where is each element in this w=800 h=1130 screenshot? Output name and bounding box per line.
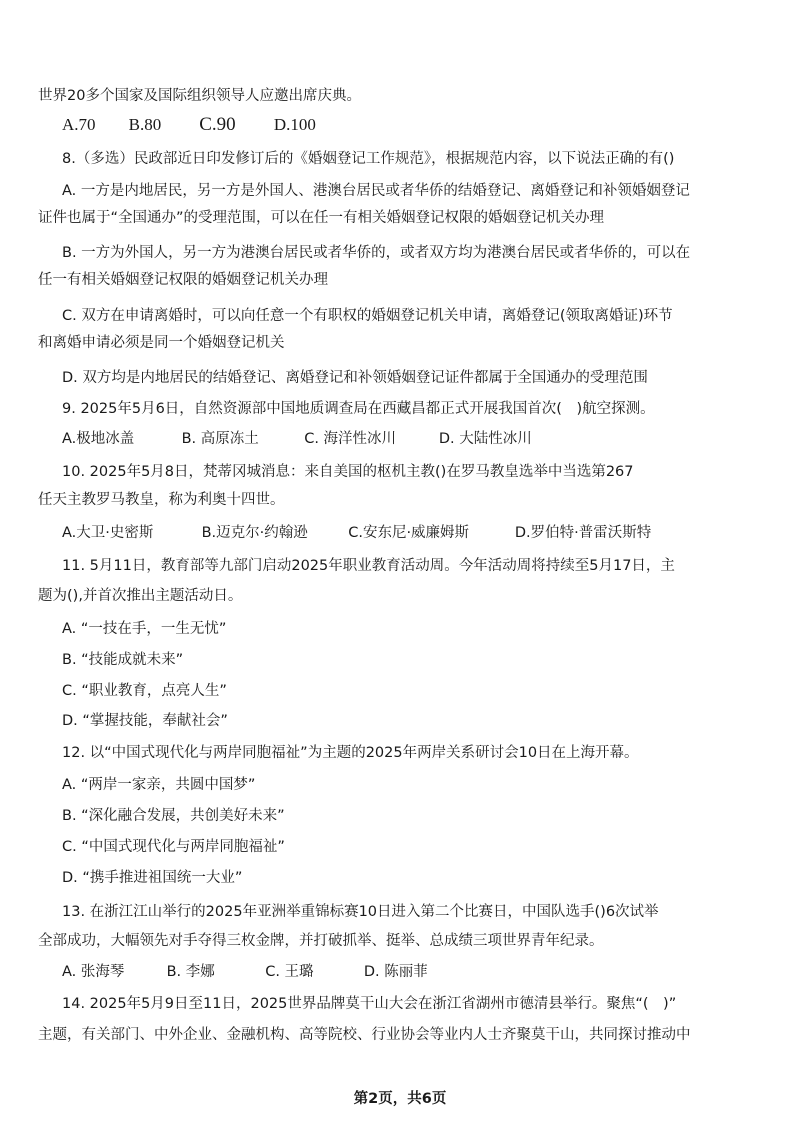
q8-stem: 8.（多选）民政部近日印发修订后的《婚姻登记工作规范》，根据规范内容，以下说法正确的有() xyxy=(62,151,675,167)
q14-stem-line2: 主题，有关部门、中外企业、金融机构、高等院校、行业协会等业内人士齐聚莫干山，共同探讨推动中 xyxy=(38,1027,691,1043)
q10-option-b: B.迈克尔·约翰逊 xyxy=(201,525,308,541)
q13-options xyxy=(62,962,770,982)
q9-stem: 9. 2025年5月6日，自然资源部中国地质调查局在西藏昌都正式开展我国首次( )航空探测。 xyxy=(62,401,655,417)
q9-option-a: A.极地冰盖 xyxy=(62,431,135,447)
q10-option-d: D.罗伯特·普雷沃斯特 xyxy=(514,525,652,541)
q12-stem: 12. 以“中国式现代化与两岸同胞福祉”为主题的2025年两岸关系研讨会10日在上海开幕。 xyxy=(62,745,639,761)
q11-option-a: A. “一技在手，一生无忧” xyxy=(62,621,227,637)
q13-option-d: D. 陈丽菲 xyxy=(363,964,428,980)
q11-option-b: B. “技能成就未来” xyxy=(62,652,184,668)
q12-option-d: D. “携手推进祖国统一大业” xyxy=(62,870,243,886)
q13-option-a: A. 张海琴 xyxy=(62,964,125,980)
q8-option-a-line2: 证件也属于“全国通办”的受理范围，可以在任一有相关婚姻登记权限的婚姻登记机关办理 xyxy=(38,210,605,226)
q8-option-c-line1: C. 双方在申请离婚时，可以向任意一个有职权的婚姻登记机关申请，离婚登记(领取离婚证)环节 xyxy=(62,308,673,324)
q13-option-b: B. 李娜 xyxy=(166,964,215,980)
q11-stem-line2: 题为(),并首次推出主题活动日。 xyxy=(38,588,243,604)
q7-option-d: D.100 xyxy=(273,115,316,134)
page-number-footer: 第2页，共6页 xyxy=(353,1091,447,1107)
q10-stem-line1: 10. 2025年5月8日，梵蒂冈城消息：来自美国的枢机主教()在罗马教皇选举中当选第267 xyxy=(62,464,634,480)
q11-option-c: C. “职业教育，点亮人生” xyxy=(62,683,227,699)
q8-option-b-line2: 任一有相关婚姻登记权限的婚姻登记机关办理 xyxy=(38,272,328,288)
q13-stem-line2: 全部成功，大幅领先对手夺得三枚金牌，并打破抓举、挺举、总成绩三项世界青年纪录。 xyxy=(38,933,604,949)
q8-option-d: D. 双方均是内地居民的结婚登记、离婚登记和补领婚姻登记证件都属于全国通办的受理范围 xyxy=(62,370,648,386)
q8-option-b-line1: B. 一方为外国人，另一方为港澳台居民或者华侨的，或者双方均为港澳台居民或者华侨的，可以在 xyxy=(62,245,691,261)
q10-option-a: A.大卫·史密斯 xyxy=(62,525,154,541)
q8-option-c-line2: 和离婚申请必须是同一个婚姻登记机关 xyxy=(38,335,285,351)
q7-option-b: B.80 xyxy=(128,115,162,134)
q9-options xyxy=(62,429,770,449)
q10-options xyxy=(62,523,770,543)
q12-option-a: A. “两岸一家亲，共圆中国梦” xyxy=(62,777,256,793)
q13-stem-line1: 13. 在浙江江山举行的2025年亚洲举重锦标赛10日进入第二个比赛日，中国队选手()6次试举 xyxy=(62,904,659,920)
intro-tail-text: 世界20多个国家及国际组织领导人应邀出席庆典。 xyxy=(38,88,361,104)
q10-option-c: C.安东尼·威廉姆斯 xyxy=(348,525,470,541)
q12-option-b: B. “深化融合发展，共创美好未来” xyxy=(62,808,285,824)
q13-option-c: C. 王璐 xyxy=(265,964,314,980)
q8-option-a-line1: A. 一方是内地居民，另一方是外国人、港澳台居民或者华侨的结婚登记、离婚登记和补领婚姻登记 xyxy=(62,183,690,199)
q11-option-d: D. “掌握技能，奉献社会” xyxy=(62,713,228,729)
q7-options xyxy=(62,115,770,136)
q9-option-c: C. 海洋性冰川 xyxy=(304,431,397,447)
q9-option-b: B. 高原冻土 xyxy=(181,431,259,447)
q7-option-a: A.70 xyxy=(62,115,96,134)
q9-option-d: D. 大陆性冰川 xyxy=(438,431,532,447)
q12-option-c: C. “中国式现代化与两岸同胞福祉” xyxy=(62,839,285,855)
q10-stem-line2: 任天主教罗马教皇，称为利奥十四世。 xyxy=(38,492,285,508)
q11-stem-line1: 11. 5月11日，教育部等九部门启动2025年职业教育活动周。今年活动周将持续至5月17日，主 xyxy=(62,558,675,574)
q7-option-c: C.90 xyxy=(199,115,236,135)
q14-stem-line1: 14. 2025年5月9日至11日，2025世界品牌莫干山大会在浙江省湖州市德清县举行。聚焦“( )” xyxy=(62,996,677,1012)
